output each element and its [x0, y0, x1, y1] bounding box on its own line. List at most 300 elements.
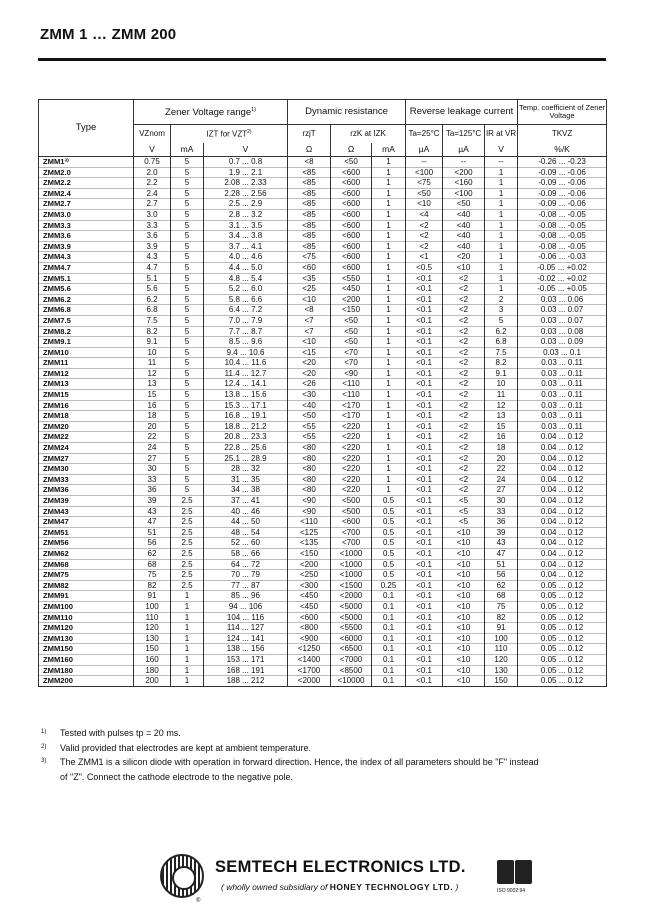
type-cell: ZMM12 — [39, 368, 134, 379]
value-cell: 47 — [485, 548, 518, 559]
table-row — [39, 548, 607, 559]
value-cell: <0.1 — [406, 654, 443, 665]
type-cell: ZMM2.7 — [39, 199, 134, 210]
value-cell: 2.5 — [171, 517, 204, 528]
value-cell: 0.1 — [372, 601, 406, 612]
value-cell: <600 — [331, 178, 372, 189]
zener-spec-table — [38, 99, 606, 687]
value-cell: 15 — [485, 421, 518, 432]
value-cell: -0.09 ... -0.06 — [518, 178, 607, 189]
value-cell: 2.8 ... 3.2 — [204, 209, 288, 220]
value-cell: 5 — [171, 443, 204, 454]
value-cell: <2 — [406, 231, 443, 242]
value-cell: <7 — [288, 326, 331, 337]
value-cell: 1 — [372, 400, 406, 411]
value-cell: 1 — [372, 411, 406, 422]
table-row — [39, 326, 607, 337]
value-cell: <0.1 — [406, 305, 443, 316]
value-cell: 31 ... 35 — [204, 474, 288, 485]
value-cell: <1000 — [331, 570, 372, 581]
value-cell: <0.1 — [406, 453, 443, 464]
value-cell: 2.08 ... 2.33 — [204, 178, 288, 189]
table-row — [39, 474, 607, 485]
value-cell: 5 — [171, 262, 204, 273]
value-cell: 85 ... 96 — [204, 591, 288, 602]
value-cell: 64 ... 72 — [204, 559, 288, 570]
value-cell: 0.5 — [372, 538, 406, 549]
unit-cell: V — [485, 143, 518, 157]
value-cell: 100 — [485, 633, 518, 644]
value-cell: 3.7 ... 4.1 — [204, 241, 288, 252]
value-cell: 5 — [171, 188, 204, 199]
value-cell: <6500 — [331, 644, 372, 655]
value-cell: <80 — [288, 443, 331, 454]
value-cell: 0.5 — [372, 496, 406, 507]
iso-label: ISO 9002:94 — [497, 888, 526, 894]
value-cell: <70 — [331, 358, 372, 369]
value-cell: 1 — [372, 220, 406, 231]
value-cell: 2.5 — [171, 559, 204, 570]
company-name: SEMTECH ELECTRONICS LTD. — [215, 858, 466, 876]
value-cell: 5 — [171, 167, 204, 178]
value-cell: <220 — [331, 464, 372, 475]
value-cell: -0.05 ... +0.05 — [518, 284, 607, 295]
zener-voltage-header: Zener Voltage range$^{1)}$ — [134, 100, 288, 125]
value-cell: <2000 — [331, 591, 372, 602]
type-cell: ZMM10 — [39, 347, 134, 358]
value-cell: <600 — [331, 252, 372, 263]
value-cell: <0.1 — [406, 580, 443, 591]
value-cell: 94 ... 106 — [204, 601, 288, 612]
value-cell: 36 — [134, 485, 171, 496]
value-cell: 9.1 — [134, 337, 171, 348]
value-cell: 5 — [171, 252, 204, 263]
value-cell: 0.04 ... 0.12 — [518, 474, 607, 485]
title-rule — [38, 58, 606, 61]
value-cell: <500 — [331, 506, 372, 517]
value-cell: <2 — [443, 337, 485, 348]
value-cell: <5 — [443, 496, 485, 507]
value-cell: 5 — [171, 305, 204, 316]
value-cell: <10 — [443, 601, 485, 612]
value-cell: <2 — [406, 220, 443, 231]
value-cell: 3.6 — [134, 231, 171, 242]
value-cell: 0.04 ... 0.12 — [518, 517, 607, 528]
value-cell: <0.5 — [406, 262, 443, 273]
value-cell: <0.1 — [406, 517, 443, 528]
value-cell: -0.02 ... +0.02 — [518, 273, 607, 284]
table-row — [39, 527, 607, 538]
value-cell: 1 — [485, 284, 518, 295]
value-cell: 18 — [485, 443, 518, 454]
value-cell: <600 — [331, 241, 372, 252]
value-cell: <0.1 — [406, 315, 443, 326]
value-cell: -0.26 ... -0.23 — [518, 157, 607, 168]
value-cell: 8.2 — [134, 326, 171, 337]
value-cell: 0.75 — [134, 157, 171, 168]
value-cell: 1 — [372, 379, 406, 390]
type-cell: ZMM91 — [39, 591, 134, 602]
value-cell: <75 — [288, 252, 331, 263]
value-cell: 0.1 — [372, 665, 406, 676]
value-cell: <70 — [331, 347, 372, 358]
value-cell: 16 — [134, 400, 171, 411]
type-cell: ZMM7.5 — [39, 315, 134, 326]
value-cell: <100 — [443, 188, 485, 199]
value-cell: <110 — [331, 390, 372, 401]
type-cell: ZMM5.6 — [39, 284, 134, 295]
semtech-logo-icon — [160, 854, 204, 898]
value-cell: 33 — [485, 506, 518, 517]
value-cell: <1250 — [288, 644, 331, 655]
value-cell: <110 — [331, 379, 372, 390]
value-cell: <20 — [443, 252, 485, 263]
type-cell: ZMM180 — [39, 665, 134, 676]
type-cell: ZMM4.7 — [39, 262, 134, 273]
table-row — [39, 368, 607, 379]
value-cell: 34 ... 38 — [204, 485, 288, 496]
footnotes — [38, 726, 610, 784]
type-cell: ZMM27 — [39, 453, 134, 464]
value-cell: 77 ... 87 — [204, 580, 288, 591]
value-cell: <250 — [288, 570, 331, 581]
footnote-2: 2) Valid provided that electrodes are kept at ambient temperature. — [41, 742, 311, 753]
value-cell: 2.5 — [171, 570, 204, 581]
value-cell: <90 — [331, 368, 372, 379]
value-cell: 1 — [372, 421, 406, 432]
value-cell: <2 — [443, 485, 485, 496]
value-cell: 1 — [372, 273, 406, 284]
unit-cell: Ω — [288, 143, 331, 157]
value-cell: 2.2 — [134, 178, 171, 189]
value-cell: <50 — [331, 326, 372, 337]
type-cell: ZMM150 — [39, 644, 134, 655]
value-cell: 5 — [171, 315, 204, 326]
value-cell: <0.1 — [406, 548, 443, 559]
type-cell: ZMM16 — [39, 400, 134, 411]
value-cell: <0.1 — [406, 538, 443, 549]
value-cell: 188 ... 212 — [204, 676, 288, 687]
value-cell: 0.03 ... 0.06 — [518, 294, 607, 305]
value-cell: 0.04 ... 0.12 — [518, 432, 607, 443]
value-cell: <2 — [443, 315, 485, 326]
value-cell: <0.1 — [406, 474, 443, 485]
value-cell: <220 — [331, 421, 372, 432]
value-cell: 1 — [372, 178, 406, 189]
value-cell: 5 — [171, 358, 204, 369]
type-cell: ZMM13 — [39, 379, 134, 390]
value-cell: <100 — [406, 167, 443, 178]
value-cell: <10 — [443, 644, 485, 655]
type-cell: ZMM30 — [39, 464, 134, 475]
value-cell: <10 — [443, 633, 485, 644]
type-cell: ZMM39 — [39, 496, 134, 507]
registered-mark: ® — [196, 898, 201, 904]
table-row — [39, 188, 607, 199]
value-cell: 5 — [171, 157, 204, 168]
value-cell: 1 — [372, 358, 406, 369]
value-cell: <40 — [288, 400, 331, 411]
value-cell: <90 — [288, 506, 331, 517]
value-cell: <220 — [331, 485, 372, 496]
value-cell: <110 — [288, 517, 331, 528]
value-cell: 0.05 ... 0.12 — [518, 591, 607, 602]
value-cell: 8.5 ... 9.6 — [204, 337, 288, 348]
value-cell: 0.5 — [372, 570, 406, 581]
value-cell: <0.1 — [406, 421, 443, 432]
footnote-3-continued: of "Z". Connect the cathode electrode to the negative pole. — [60, 771, 294, 782]
value-cell: 3.1 ... 3.5 — [204, 220, 288, 231]
value-cell: 7.5 — [485, 347, 518, 358]
value-cell: 13 — [485, 411, 518, 422]
type-cell: ZMM3.3 — [39, 220, 134, 231]
value-cell: 5 — [171, 379, 204, 390]
value-cell: 5 — [171, 464, 204, 475]
type-cell: ZMM2.2 — [39, 178, 134, 189]
value-cell: <160 — [443, 178, 485, 189]
value-cell: 150 — [485, 676, 518, 687]
type-cell: ZMM5.1 — [39, 273, 134, 284]
value-cell: 20 — [134, 421, 171, 432]
table-row — [39, 570, 607, 581]
value-cell: 4.3 — [134, 252, 171, 263]
value-cell: 0.05 ... 0.12 — [518, 665, 607, 676]
value-cell: <7000 — [331, 654, 372, 665]
value-cell: <50 — [288, 411, 331, 422]
value-cell: 5 — [171, 337, 204, 348]
value-cell: 2.5 — [171, 506, 204, 517]
value-cell: 1 — [372, 347, 406, 358]
value-cell: 44 ... 50 — [204, 517, 288, 528]
value-cell: 0.04 ... 0.12 — [518, 485, 607, 496]
value-cell: <0.1 — [406, 464, 443, 475]
value-cell: -0.09 ... -0.06 — [518, 199, 607, 210]
value-cell: 58 ... 66 — [204, 548, 288, 559]
t25-header: Ta=25°C — [406, 125, 443, 144]
type-cell: ZMM51 — [39, 527, 134, 538]
value-cell: <5500 — [331, 623, 372, 634]
value-cell: 75 — [134, 570, 171, 581]
value-cell: 4.8 ... 5.4 — [204, 273, 288, 284]
table-row — [39, 273, 607, 284]
value-cell: 1 — [372, 305, 406, 316]
value-cell: 130 — [134, 633, 171, 644]
footnote-1: 1) Tested with pulses tp = 20 ms. — [41, 728, 181, 738]
value-cell: <0.1 — [406, 390, 443, 401]
value-cell: 104 ... 116 — [204, 612, 288, 623]
value-cell: 1 — [372, 188, 406, 199]
value-cell: <550 — [331, 273, 372, 284]
value-cell: 7.7 ... 8.7 — [204, 326, 288, 337]
table-row — [39, 390, 607, 401]
value-cell: 2.4 — [134, 188, 171, 199]
value-cell: <0.1 — [406, 294, 443, 305]
table-row — [39, 453, 607, 464]
value-cell: 51 — [485, 559, 518, 570]
value-cell: 56 — [134, 538, 171, 549]
value-cell: <10 — [443, 612, 485, 623]
value-cell: 5 — [171, 231, 204, 242]
value-cell: 1 — [485, 262, 518, 273]
value-cell: 0.1 — [372, 623, 406, 634]
value-cell: <2 — [443, 294, 485, 305]
value-cell: <0.1 — [406, 527, 443, 538]
value-cell: <450 — [331, 284, 372, 295]
certification-logo-2-icon — [515, 860, 532, 884]
type-cell: ZMM75 — [39, 570, 134, 581]
type-cell: ZMM130 — [39, 633, 134, 644]
ir-header: IR at VR — [485, 125, 518, 144]
company-subtitle: ( wholly owned subsidiary of HONEY TECHNOLOGY LTD. ) — [221, 882, 459, 892]
value-cell: 27 — [485, 485, 518, 496]
value-cell: 1 — [372, 337, 406, 348]
value-cell: 1.9 ... 2.1 — [204, 167, 288, 178]
value-cell: <700 — [331, 538, 372, 549]
table-row — [39, 443, 607, 454]
value-cell: 5 — [171, 241, 204, 252]
value-cell: <1 — [406, 252, 443, 263]
value-cell: 3.0 — [134, 209, 171, 220]
value-cell: 62 — [485, 580, 518, 591]
value-cell: <0.1 — [406, 326, 443, 337]
footer — [0, 842, 645, 921]
table-row — [39, 400, 607, 411]
value-cell: <85 — [288, 220, 331, 231]
certification-logo-icon — [497, 860, 514, 884]
value-cell: <0.1 — [406, 368, 443, 379]
value-cell: <2 — [443, 443, 485, 454]
value-cell: 0.1 — [372, 633, 406, 644]
value-cell: 2 — [485, 294, 518, 305]
value-cell: <10 — [406, 199, 443, 210]
value-cell: 12.4 ... 14.1 — [204, 379, 288, 390]
value-cell: 9.1 — [485, 368, 518, 379]
value-cell: 0.04 ... 0.12 — [518, 506, 607, 517]
value-cell: 0.05 ... 0.12 — [518, 676, 607, 687]
value-cell: <2 — [443, 305, 485, 316]
value-cell: 25.1 ... 28.9 — [204, 453, 288, 464]
table-row — [39, 347, 607, 358]
value-cell: 0.03 ... 0.11 — [518, 390, 607, 401]
value-cell: <50 — [443, 199, 485, 210]
value-cell: 0.05 ... 0.12 — [518, 623, 607, 634]
value-cell: 153 ... 171 — [204, 654, 288, 665]
type-cell: ZMM33 — [39, 474, 134, 485]
value-cell: 2.5 — [171, 548, 204, 559]
value-cell: -0.08 ... -0.05 — [518, 209, 607, 220]
value-cell: 39 — [485, 527, 518, 538]
value-cell: 24 — [485, 474, 518, 485]
value-cell: 82 — [485, 612, 518, 623]
unit-cell: mA — [372, 143, 406, 157]
table-row — [39, 252, 607, 263]
value-cell: 1 — [372, 209, 406, 220]
value-cell: <40 — [443, 209, 485, 220]
value-cell: 5.2 ... 6.0 — [204, 284, 288, 295]
value-cell: 0.05 ... 0.12 — [518, 654, 607, 665]
value-cell: <200 — [331, 294, 372, 305]
value-cell: 5 — [171, 273, 204, 284]
value-cell: <0.1 — [406, 559, 443, 570]
value-cell: <0.1 — [406, 665, 443, 676]
value-cell: 0.03 ... 0.08 — [518, 326, 607, 337]
type-cell: ZMM8.2 — [39, 326, 134, 337]
value-cell: 168 ... 191 — [204, 665, 288, 676]
value-cell: <7 — [288, 315, 331, 326]
value-cell: 1 — [171, 612, 204, 623]
value-cell: 1 — [372, 474, 406, 485]
value-cell: <0.1 — [406, 623, 443, 634]
table-row — [39, 601, 607, 612]
value-cell: <2 — [443, 390, 485, 401]
rzk-header: rzK at IZK — [331, 125, 406, 144]
value-cell: <10 — [443, 538, 485, 549]
table-body — [39, 157, 607, 687]
value-cell: 91 — [134, 591, 171, 602]
value-cell: 43 — [134, 506, 171, 517]
tkvz-header: TKVZ — [518, 125, 607, 144]
value-cell: 5 — [171, 432, 204, 443]
value-cell: <220 — [331, 453, 372, 464]
value-cell: <30 — [288, 390, 331, 401]
type-cell: ZMM36 — [39, 485, 134, 496]
value-cell: 0.5 — [372, 548, 406, 559]
value-cell: -0.08 ... -0.05 — [518, 241, 607, 252]
value-cell: <600 — [331, 188, 372, 199]
value-cell: <150 — [331, 305, 372, 316]
value-cell: 33 — [134, 474, 171, 485]
table-row — [39, 294, 607, 305]
value-cell: 30 — [485, 496, 518, 507]
value-cell: <2 — [443, 347, 485, 358]
table-row — [39, 220, 607, 231]
value-cell: <25 — [288, 284, 331, 295]
value-cell: <80 — [288, 453, 331, 464]
value-cell: <5 — [443, 517, 485, 528]
value-cell: 1 — [171, 601, 204, 612]
value-cell: 0.05 ... 0.12 — [518, 612, 607, 623]
value-cell: <20 — [288, 358, 331, 369]
value-cell: 2.5 ... 2.9 — [204, 199, 288, 210]
value-cell: <0.1 — [406, 601, 443, 612]
unit-cell: Ω — [331, 143, 372, 157]
value-cell: <85 — [288, 209, 331, 220]
value-cell: <35 — [288, 273, 331, 284]
value-cell: 0.5 — [372, 506, 406, 517]
value-cell: <50 — [331, 315, 372, 326]
type-cell: ZMM1³⁾ — [39, 157, 134, 168]
value-cell: <85 — [288, 167, 331, 178]
value-cell: <10000 — [331, 676, 372, 687]
value-cell: 7.0 ... 7.9 — [204, 315, 288, 326]
value-cell: <60 — [288, 262, 331, 273]
value-cell: 0.04 ... 0.12 — [518, 538, 607, 549]
value-cell: <2 — [443, 453, 485, 464]
value-cell: <10 — [288, 294, 331, 305]
value-cell: <2 — [443, 400, 485, 411]
type-cell: ZMM160 — [39, 654, 134, 665]
value-cell: 51 — [134, 527, 171, 538]
value-cell: 22 — [134, 432, 171, 443]
value-cell: 0.05 ... 0.12 — [518, 633, 607, 644]
unit-cell: V — [204, 143, 288, 157]
value-cell: 0.03 ... 0.09 — [518, 337, 607, 348]
value-cell: 3.9 — [134, 241, 171, 252]
value-cell: 5.8 ... 6.6 — [204, 294, 288, 305]
value-cell: 5.6 — [134, 284, 171, 295]
value-cell: <2 — [443, 411, 485, 422]
value-cell: 2.5 — [171, 538, 204, 549]
